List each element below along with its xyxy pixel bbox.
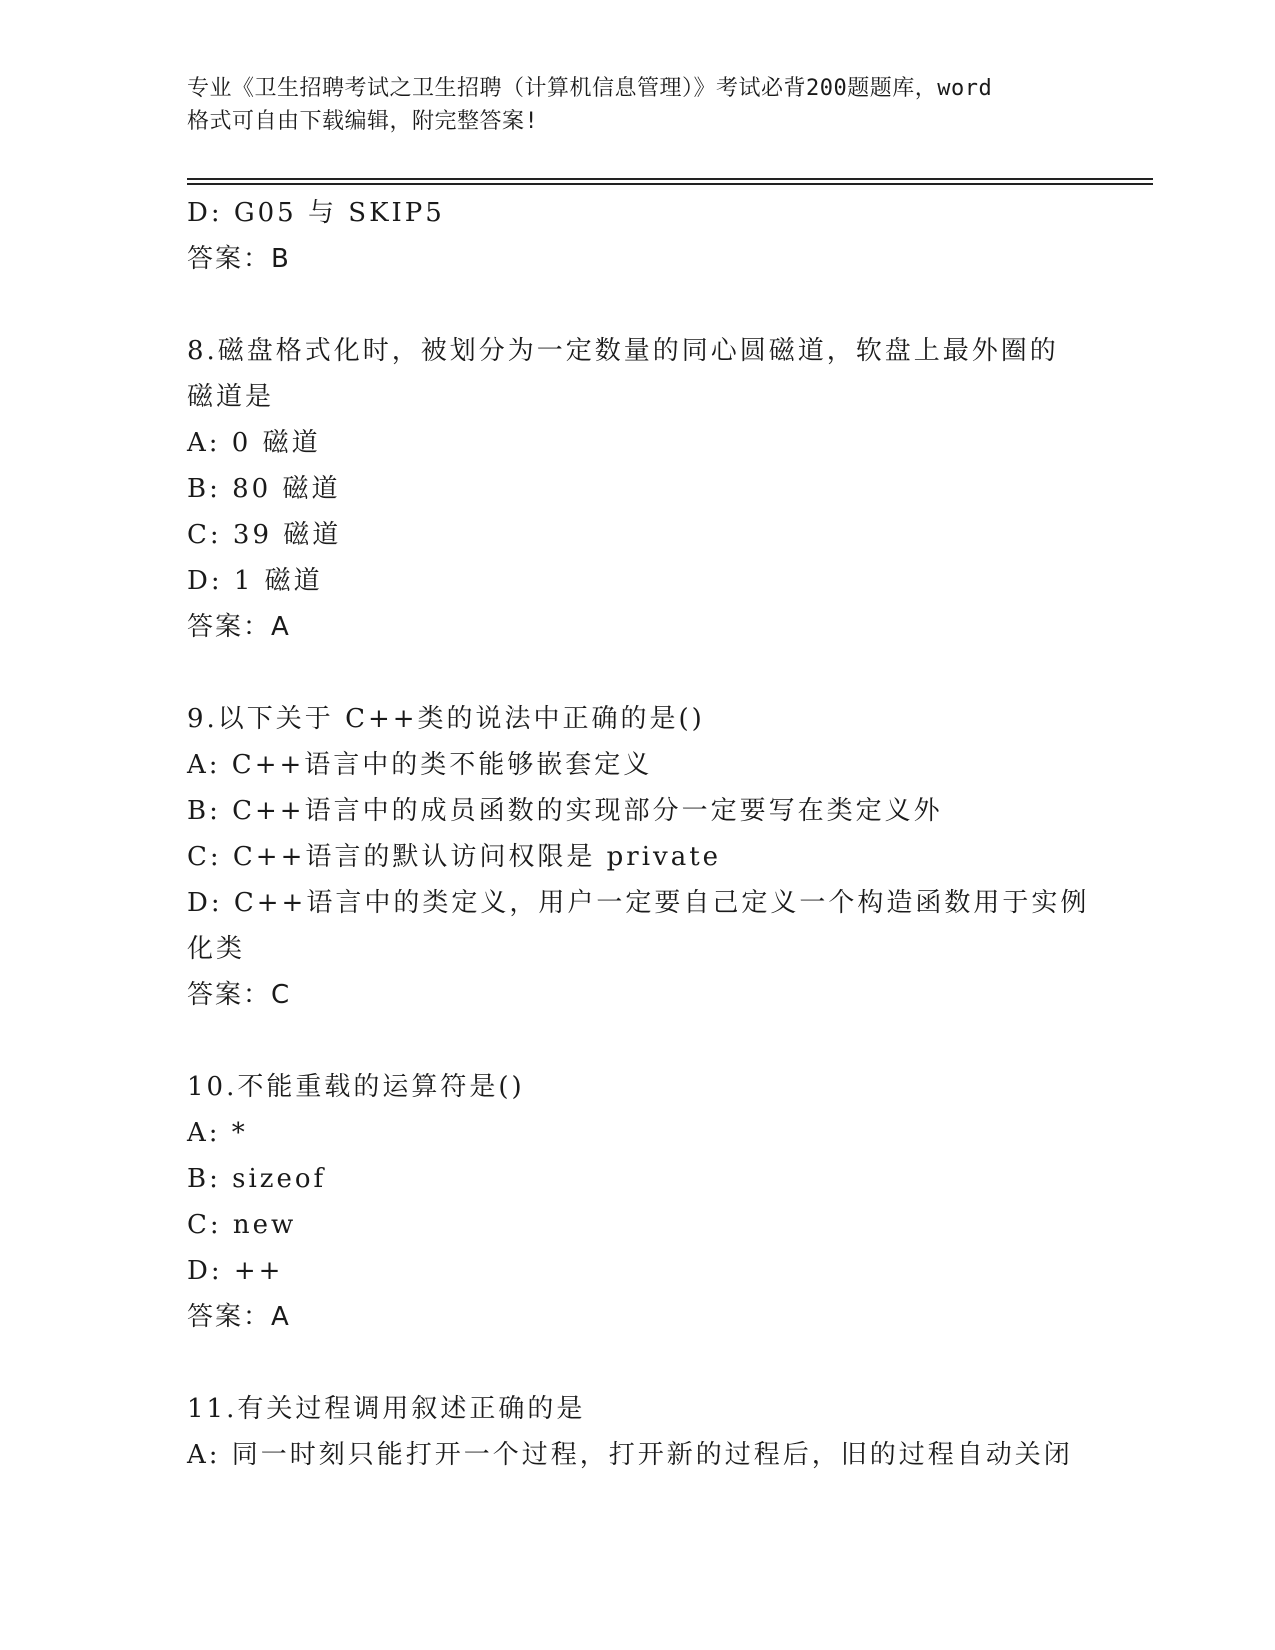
question-stem: 9.以下关于 C++类的说法中正确的是() <box>187 704 705 734</box>
option-d: D: 1 磁道 <box>187 566 323 596</box>
question-list <box>187 190 1090 1478</box>
question-stem-continued: 磁道是 <box>187 382 275 412</box>
option-a: A: C++语言中的类不能够嵌套定义 <box>187 750 653 780</box>
question-prev <box>187 190 1087 282</box>
option-d: D: ++ <box>187 1256 284 1286</box>
answer: 答案：A <box>187 1302 291 1332</box>
header-line-1: 专业《卫生招聘考试之卫生招聘（计算机信息管理）》考试必背200题题库，word <box>187 76 993 101</box>
option-d: D: C++语言中的类定义，用户一定要自己定义一个构造函数用于实例 <box>187 888 1090 918</box>
question-9 <box>187 696 1090 1018</box>
question-stem: 11.有关过程调用叙述正确的是 <box>187 1394 586 1424</box>
document-header <box>187 72 1107 138</box>
answer: 答案：B <box>187 244 291 274</box>
option-c: C: new <box>187 1210 297 1240</box>
answer: 答案：C <box>187 980 292 1010</box>
header-line-2: 格式可自由下载编辑，附完整答案! <box>187 109 539 134</box>
question-stem: 10.不能重载的运算符是() <box>187 1072 525 1102</box>
question-10 <box>187 1064 1087 1340</box>
option-a: A: * <box>187 1118 248 1148</box>
option-a: A: 同一时刻只能打开一个过程，打开新的过程后，旧的过程自动关闭 <box>187 1440 1073 1470</box>
option-d-continued: 化类 <box>187 934 246 964</box>
option-b: B: sizeof <box>187 1164 327 1194</box>
question-stem: 8.磁盘格式化时，被划分为一定数量的同心圆磁道，软盘上最外圈的 <box>187 336 1059 366</box>
option-a: A: 0 磁道 <box>187 428 321 458</box>
option-d: D: G05 与 SKIP5 <box>187 198 445 228</box>
answer: 答案：A <box>187 612 291 642</box>
option-b: B: 80 磁道 <box>187 474 341 504</box>
header-rule-top <box>187 178 1153 180</box>
question-8 <box>187 328 1087 650</box>
option-b: B: C++语言中的成员函数的实现部分一定要写在类定义外 <box>187 796 943 826</box>
option-c: C: C++语言的默认访问权限是 private <box>187 842 722 872</box>
header-rule-bottom <box>187 183 1153 185</box>
option-c: C: 39 磁道 <box>187 520 342 550</box>
question-11 <box>187 1386 1087 1478</box>
